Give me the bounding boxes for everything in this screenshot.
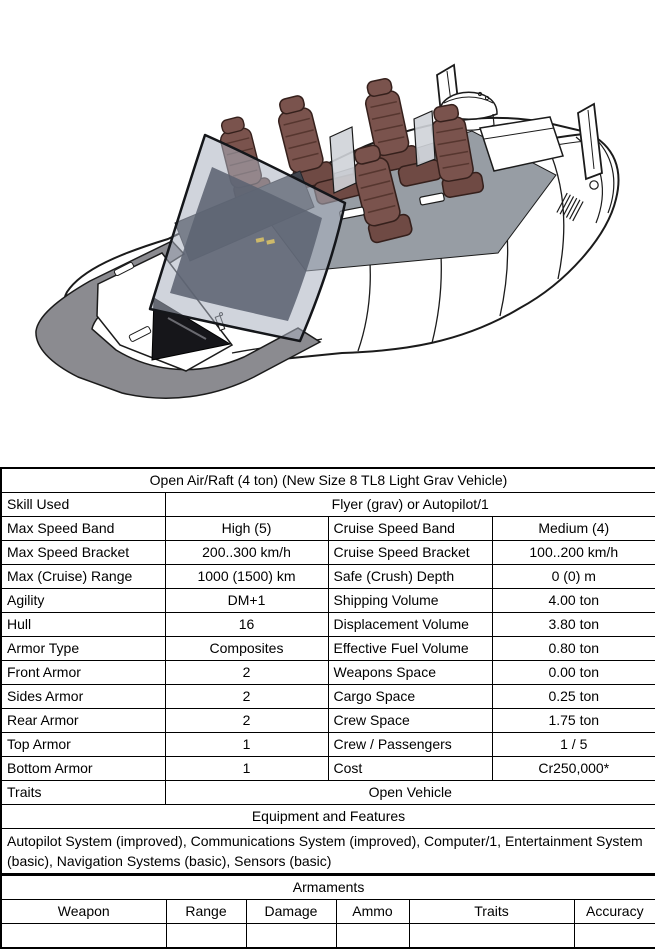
- stat-value: Composites: [165, 637, 328, 661]
- stat-label: Max (Cruise) Range: [1, 565, 165, 589]
- stat-label: Armor Type: [1, 637, 165, 661]
- stat-value: 2: [165, 685, 328, 709]
- stat-row: [1, 661, 655, 685]
- equipment-header-row: [1, 805, 655, 829]
- armaments-header: Armaments: [1, 876, 655, 900]
- stats-body: [1, 517, 655, 781]
- stat-label: Max Speed Band: [1, 517, 165, 541]
- weapon-col-header: Damage: [246, 900, 336, 924]
- stat-label: Cruise Speed Band: [328, 517, 492, 541]
- weapon-col-header: Traits: [409, 900, 574, 924]
- weapon-header-row: [1, 900, 655, 924]
- stat-row: [1, 565, 655, 589]
- skill-value: Flyer (grav) or Autopilot/1: [165, 493, 655, 517]
- weapon-col-header: Accuracy: [574, 900, 655, 924]
- stat-value: 1: [165, 733, 328, 757]
- skill-label: Skill Used: [1, 493, 165, 517]
- stat-label: Rear Armor: [1, 709, 165, 733]
- stat-row: [1, 733, 655, 757]
- stat-value: Medium (4): [492, 517, 655, 541]
- stat-label: Crew / Passengers: [328, 733, 492, 757]
- stat-row: [1, 637, 655, 661]
- stat-row: [1, 685, 655, 709]
- stat-value: 2: [165, 709, 328, 733]
- skill-row: [1, 493, 655, 517]
- weapon-col-header: Ammo: [336, 900, 409, 924]
- stat-value: 100..200 km/h: [492, 541, 655, 565]
- traits-value: Open Vehicle: [165, 781, 655, 805]
- stat-value: 4.00 ton: [492, 589, 655, 613]
- air-raft-drawing: [0, 0, 655, 467]
- stat-row: [1, 757, 655, 781]
- stat-value: 200..300 km/h: [165, 541, 328, 565]
- stat-value: 1000 (1500) km: [165, 565, 328, 589]
- sheet-title: Open Air/Raft (4 ton) (New Size 8 TL8 Light Grav Vehicle): [1, 468, 655, 493]
- stat-value: 3.80 ton: [492, 613, 655, 637]
- stat-value: 0.80 ton: [492, 637, 655, 661]
- title-row: [1, 468, 655, 493]
- stat-value: 1 / 5: [492, 733, 655, 757]
- weapon-col-header: Weapon: [1, 900, 166, 924]
- stat-label: Shipping Volume: [328, 589, 492, 613]
- stat-label: Weapons Space: [328, 661, 492, 685]
- stat-value: 0 (0) m: [492, 565, 655, 589]
- equipment-text: Autopilot System (improved), Communications System (improved), Computer/1, Entertainment System (basic), Navigation Systems (basic), Sensors (basic): [1, 829, 655, 875]
- stat-value: 0.25 ton: [492, 685, 655, 709]
- stat-label: Bottom Armor: [1, 757, 165, 781]
- stat-label: Cost: [328, 757, 492, 781]
- stat-row: [1, 589, 655, 613]
- stat-label: Displacement Volume: [328, 613, 492, 637]
- armaments-table: [0, 875, 655, 949]
- stat-value: 1: [165, 757, 328, 781]
- stat-row: [1, 517, 655, 541]
- stat-value: 2: [165, 661, 328, 685]
- stat-row: [1, 541, 655, 565]
- stat-label: Hull: [1, 613, 165, 637]
- stat-label: Max Speed Bracket: [1, 541, 165, 565]
- traits-row: [1, 781, 655, 805]
- stat-value: 1.75 ton: [492, 709, 655, 733]
- stat-value: 0.00 ton: [492, 661, 655, 685]
- equipment-header: Equipment and Features: [1, 805, 655, 829]
- stat-value: Cr250,000*: [492, 757, 655, 781]
- stat-label: Cargo Space: [328, 685, 492, 709]
- traits-label: Traits: [1, 781, 165, 805]
- stat-label: Front Armor: [1, 661, 165, 685]
- stat-row: [1, 613, 655, 637]
- main-stat-table: [0, 467, 655, 875]
- stat-label: Top Armor: [1, 733, 165, 757]
- stat-value: 16: [165, 613, 328, 637]
- stat-label: Effective Fuel Volume: [328, 637, 492, 661]
- stat-label: Safe (Crush) Depth: [328, 565, 492, 589]
- stat-tables: [0, 467, 655, 949]
- equipment-text-row: [1, 829, 655, 875]
- armaments-header-row: [1, 876, 655, 900]
- stat-value: High (5): [165, 517, 328, 541]
- stat-row: [1, 709, 655, 733]
- stat-label: Sides Armor: [1, 685, 165, 709]
- stat-label: Cruise Speed Bracket: [328, 541, 492, 565]
- stat-label: Agility: [1, 589, 165, 613]
- weapon-col-header: Range: [166, 900, 246, 924]
- stat-label: Crew Space: [328, 709, 492, 733]
- stat-value: DM+1: [165, 589, 328, 613]
- vehicle-illustration: [0, 0, 655, 467]
- rear-port: [590, 181, 598, 189]
